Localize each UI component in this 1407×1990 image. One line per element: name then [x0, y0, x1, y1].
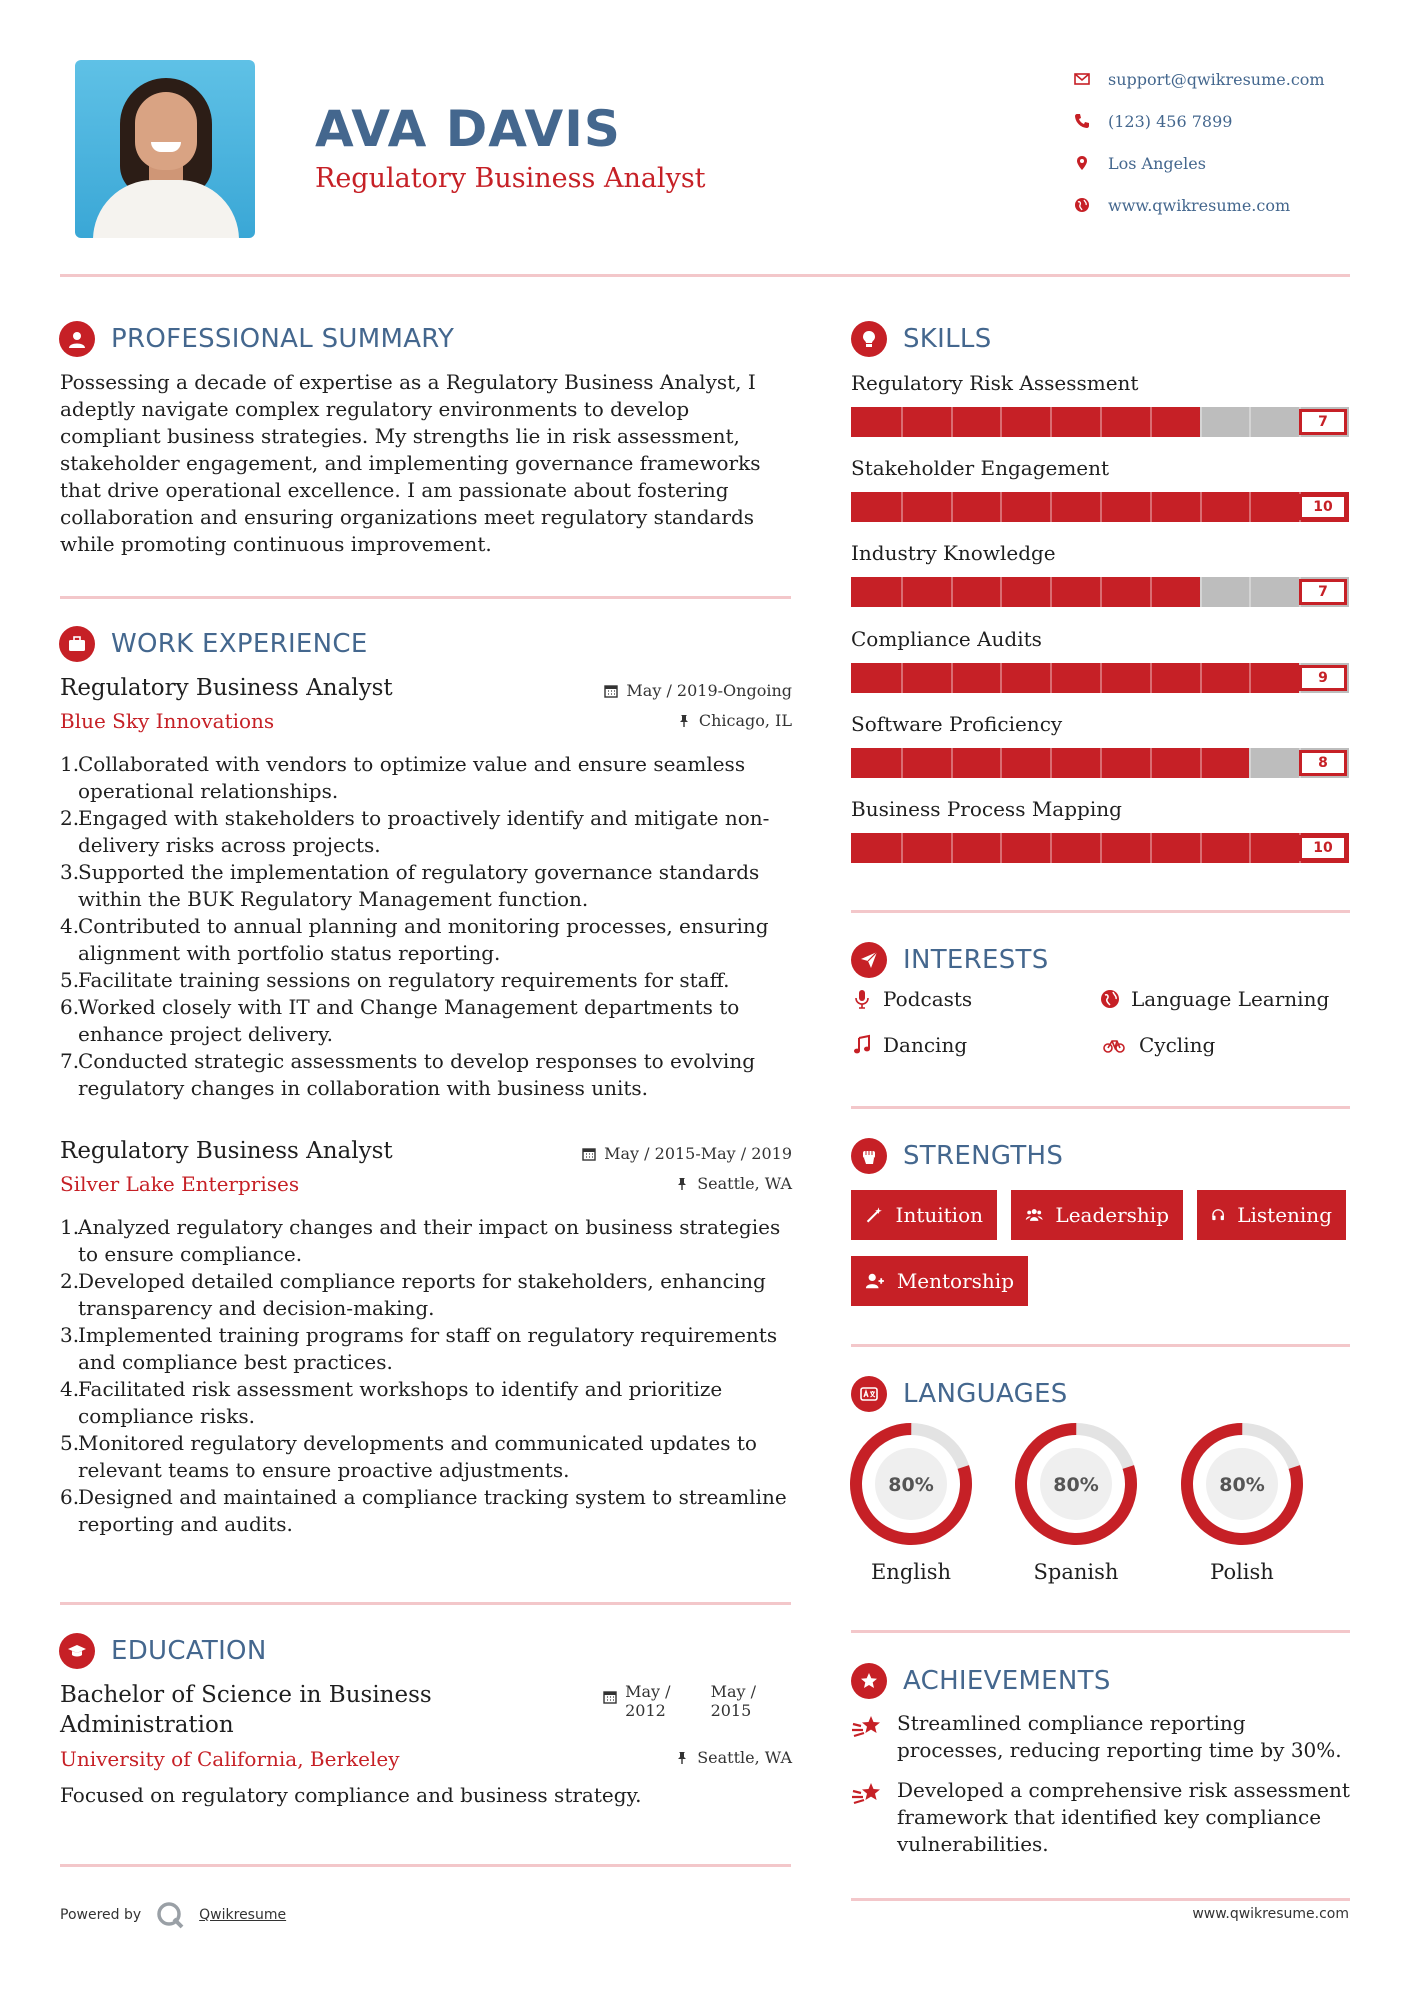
skill-item — [851, 710, 1349, 778]
strengths-heading: STRENGTHS — [851, 1138, 1063, 1174]
interest-item: Dancing — [851, 1033, 967, 1057]
skill-item — [851, 539, 1349, 607]
strengths-divider — [851, 1344, 1350, 1347]
strength-tag-mentorship: Mentorship — [851, 1256, 1028, 1306]
strength-tag-intuition: Intuition — [851, 1190, 997, 1240]
language-percent: 80% — [1219, 1474, 1265, 1496]
interests-heading: INTERESTS — [851, 942, 1049, 978]
skill-bar-segment — [1249, 492, 1251, 522]
language-name: English — [870, 1560, 952, 1584]
skill-bar-segment — [1249, 663, 1251, 693]
skill-bar-segment — [1100, 748, 1102, 778]
language-item — [849, 1422, 973, 1584]
skill-bar-segment — [1050, 663, 1052, 693]
degree-title: Bachelor of Science in Business Administration — [60, 1682, 432, 1738]
list-item: 7. Conducted strategic assessments to develop responses to evolving regulatory changes in collaboration with business units. — [60, 1049, 756, 1100]
shooting-star-icon — [851, 1779, 885, 1809]
job-entry-2 — [60, 1138, 792, 1538]
website-text: www.qwikresume.com — [1108, 195, 1291, 215]
skill-bar-segment — [1050, 407, 1052, 437]
language-percent: 80% — [888, 1474, 934, 1496]
skill-bar-segment — [1050, 833, 1052, 863]
list-item: 6. Worked closely with IT and Change Management departments to enhance project delivery. — [60, 995, 740, 1046]
qwikresume-logo-icon — [155, 1900, 185, 1930]
skill-bar-segment — [1200, 577, 1202, 607]
fist-icon — [851, 1138, 887, 1174]
skill-bar-segment — [901, 663, 903, 693]
contact-location — [1072, 142, 1392, 184]
list-item: 1. Collaborated with vendors to optimize value and ensure seamless operational relationships. — [60, 752, 746, 803]
globe-icon — [1099, 988, 1121, 1010]
skill-bar — [851, 748, 1349, 778]
list-item: 3. Supported the implementation of regulatory governance standards within the BUK Regulatory Management function. — [60, 860, 760, 911]
skill-bar-segment — [1000, 748, 1002, 778]
skill-bar-segment — [951, 833, 953, 863]
headphones-icon — [1211, 1204, 1225, 1226]
skills-divider — [851, 910, 1350, 913]
education-divider — [60, 1864, 791, 1867]
skill-score: 8 — [1299, 750, 1347, 776]
list-item: 4. Contributed to annual planning and monitoring processes, ensuring alignment with portfolio status reporting. — [60, 914, 769, 965]
pushpin-icon — [675, 1177, 689, 1191]
skill-name: Stakeholder Engagement — [851, 456, 1110, 480]
skill-bar-segment — [1249, 748, 1251, 778]
phone-icon — [1072, 113, 1108, 129]
envelope-icon — [1072, 71, 1108, 87]
translate-icon — [851, 1376, 887, 1412]
user-plus-icon — [865, 1270, 885, 1292]
education-heading: EDUCATION — [59, 1633, 267, 1669]
skill-bar-segment — [901, 407, 903, 437]
school-location: Seattle, WA — [675, 1748, 792, 1767]
skill-bar-segment — [951, 492, 953, 522]
skill-bar-segment — [1100, 577, 1102, 607]
summary-divider — [60, 596, 791, 599]
language-ring — [1014, 1422, 1138, 1546]
skill-bar-fill — [851, 663, 1299, 693]
footer-website-link[interactable]: www.qwikresume.com — [1192, 1906, 1349, 1922]
list-item: 2. Developed detailed compliance reports for stakeholders, enhancing transparency and decision-making. — [60, 1269, 766, 1320]
microphone-icon — [851, 988, 873, 1010]
job-bullets — [60, 1214, 792, 1538]
list-item: 4. Facilitated risk assessment workshops to identify and prioritize compliance risks. — [60, 1377, 723, 1428]
users-icon — [1025, 1204, 1043, 1226]
candidate-title: Regulatory Business Analyst — [315, 163, 706, 194]
skill-bar-segment — [901, 833, 903, 863]
summary-heading: PROFESSIONAL SUMMARY — [59, 321, 454, 357]
skill-score: 10 — [1299, 835, 1347, 861]
achievements-heading: ACHIEVEMENTS — [851, 1663, 1111, 1699]
skill-bar-segment — [901, 492, 903, 522]
skill-bar-segment — [1200, 492, 1202, 522]
skill-name: Business Process Mapping — [851, 797, 1122, 821]
skill-bar-segment — [951, 663, 953, 693]
job-title: Regulatory Business Analyst — [60, 1138, 393, 1164]
list-item: 1. Analyzed regulatory changes and their impact on business strategies to ensure compliance. — [60, 1215, 781, 1266]
skill-bar-segment — [1050, 492, 1052, 522]
job-company: Silver Lake Enterprises — [60, 1172, 300, 1196]
list-item: 5. Monitored regulatory developments and communicated updates to relevant teams to ensure proactive adjustments. — [60, 1431, 757, 1482]
interest-item: Podcasts — [851, 987, 972, 1011]
job-entry-1 — [60, 675, 792, 1102]
skill-bar-fill — [851, 407, 1200, 437]
skill-bar-segment — [1100, 407, 1102, 437]
summary-text: Possessing a decade of expertise as a Regulatory Business Analyst, I adeptly navigate complex regulatory environments to develop compliant business strategies. My strengths lie in risk assessment, stakeholder engagement, and implementing governance frameworks that drive operational excellence. I am passionate about fostering collaboration and ensuring organizations meet regulatory standards while promoting continuous improvement. — [60, 370, 761, 556]
skill-bar-segment — [1100, 663, 1102, 693]
skill-bar-segment — [901, 748, 903, 778]
skill-bar-segment — [1000, 407, 1002, 437]
education-dates: May / 2012 May / 2015 — [603, 1682, 756, 1720]
job-date: May / 2015-May / 2019 — [582, 1144, 792, 1163]
achievements-divider — [851, 1898, 1350, 1901]
job-bullets — [60, 751, 792, 1102]
skill-name: Compliance Audits — [851, 627, 1042, 651]
skill-bar — [851, 577, 1349, 607]
experience-divider — [60, 1602, 791, 1605]
music-note-icon — [851, 1034, 873, 1056]
skill-score: 10 — [1299, 494, 1347, 520]
profile-photo — [75, 60, 255, 238]
graduation-cap-icon — [59, 1633, 95, 1669]
skill-bar-segment — [1150, 663, 1152, 693]
phone-text: (123) 456 7899 — [1108, 111, 1233, 131]
language-ring — [1180, 1422, 1304, 1546]
calendar-icon — [604, 684, 618, 698]
skill-bar-segment — [1200, 407, 1202, 437]
skill-bar — [851, 833, 1349, 863]
languages-divider — [851, 1630, 1350, 1633]
globe-icon — [1072, 197, 1108, 213]
skill-score: 9 — [1299, 665, 1347, 691]
job-location: Seattle, WA — [675, 1174, 792, 1193]
job-company: Blue Sky Innovations — [60, 709, 275, 733]
skill-bar-segment — [1000, 492, 1002, 522]
briefcase-icon — [59, 626, 95, 662]
skill-bar-segment — [1150, 833, 1152, 863]
skill-bar-segment — [951, 407, 953, 437]
education-note: Focused on regulatory compliance and business strategy. — [60, 1783, 642, 1807]
bicycle-icon — [1099, 1034, 1129, 1056]
magic-wand-icon — [865, 1204, 884, 1226]
education-entry — [60, 1680, 792, 1820]
skill-bar — [851, 492, 1349, 522]
experience-heading: WORK EXPERIENCE — [59, 626, 368, 662]
contact-email[interactable] — [1072, 58, 1392, 100]
language-name: Polish — [1210, 1560, 1274, 1584]
user-icon — [59, 321, 95, 357]
lightbulb-icon — [851, 321, 887, 357]
interest-item: Language Learning — [1099, 987, 1329, 1011]
skill-name: Regulatory Risk Assessment — [851, 371, 1139, 395]
skills-heading: SKILLS — [851, 321, 992, 357]
skill-bar-segment — [1050, 577, 1052, 607]
skill-score: 7 — [1299, 579, 1347, 605]
skill-item — [851, 625, 1349, 693]
skill-bar-segment — [901, 577, 903, 607]
contact-phone[interactable] — [1072, 100, 1392, 142]
skill-bar — [851, 407, 1349, 437]
header-divider — [60, 274, 1350, 277]
skill-name: Industry Knowledge — [851, 541, 1056, 565]
list-item: 6. Designed and maintained a compliance tracking system to streamline reporting and audits. — [60, 1485, 787, 1536]
language-item — [1014, 1422, 1138, 1584]
skill-bar-segment — [1249, 407, 1251, 437]
skill-bar-segment — [1150, 577, 1152, 607]
calendar-icon — [582, 1147, 596, 1161]
skill-item — [851, 795, 1349, 863]
skill-bar-segment — [1050, 748, 1052, 778]
skill-bar-segment — [1000, 833, 1002, 863]
qwikresume-link[interactable]: Qwikresume — [199, 1907, 287, 1923]
paper-plane-icon — [851, 942, 887, 978]
pushpin-icon — [677, 714, 691, 728]
skill-bar-segment — [1200, 833, 1202, 863]
skill-bar-segment — [951, 577, 953, 607]
location-text: Los Angeles — [1108, 153, 1206, 173]
star-badge-icon — [851, 1663, 887, 1699]
skill-bar-segment — [1150, 748, 1152, 778]
achievement-item: Streamlined compliance reporting processes, reducing reporting time by 30%. — [851, 1710, 1351, 1764]
skill-bar-fill — [851, 577, 1200, 607]
calendar-icon — [603, 1690, 617, 1704]
shooting-star-icon — [851, 1712, 885, 1742]
skill-bar-segment — [951, 748, 953, 778]
language-percent: 80% — [1053, 1474, 1099, 1496]
contact-website[interactable] — [1072, 184, 1392, 226]
skill-bar-segment — [1100, 833, 1102, 863]
language-ring — [849, 1422, 973, 1546]
interest-item: Cycling — [1099, 1033, 1215, 1057]
language-item — [1180, 1422, 1304, 1584]
interests-divider — [851, 1106, 1350, 1109]
skill-item — [851, 454, 1349, 522]
skill-bar-segment — [1100, 492, 1102, 522]
language-name: Spanish — [1033, 1560, 1119, 1584]
skill-bar-segment — [1249, 577, 1251, 607]
email-text: support@qwikresume.com — [1108, 69, 1325, 89]
list-item: 5. Facilitate training sessions on regulatory requirements for staff. — [60, 968, 730, 992]
skill-bar-segment — [1000, 663, 1002, 693]
skill-score: 7 — [1299, 409, 1347, 435]
skill-bar-segment — [1249, 833, 1251, 863]
skill-bar-segment — [1200, 748, 1202, 778]
achievement-item: Developed a comprehensive risk assessment framework that identified key compliance vulnerabilities. — [851, 1777, 1351, 1858]
footer-powered-by: Powered by Qwikresume — [60, 1900, 286, 1930]
strength-tag-listening: Listening — [1197, 1190, 1346, 1240]
skill-item — [851, 369, 1349, 437]
list-item: 3. Implemented training programs for staff on regulatory requirements and compliance best practices. — [60, 1323, 778, 1374]
candidate-name: AVA DAVIS — [315, 100, 621, 158]
school-name: University of California, Berkeley — [60, 1747, 400, 1771]
skill-bar-segment — [1000, 577, 1002, 607]
map-pin-icon — [1072, 155, 1108, 171]
strength-tag-leadership: Leadership — [1011, 1190, 1183, 1240]
contact-block — [1072, 58, 1392, 226]
job-location: Chicago, IL — [677, 711, 792, 730]
list-item: 2. Engaged with stakeholders to proactively identify and mitigate non-delivery risks across projects. — [60, 806, 770, 857]
skill-bar-segment — [1150, 407, 1152, 437]
skill-bar-segment — [1150, 492, 1152, 522]
skill-bar — [851, 663, 1349, 693]
skill-bar-segment — [1200, 663, 1202, 693]
resume-header — [0, 0, 1407, 260]
languages-heading: LANGUAGES — [851, 1376, 1068, 1412]
pushpin-icon — [675, 1751, 689, 1765]
job-title: Regulatory Business Analyst — [60, 675, 393, 701]
job-date: May / 2019-Ongoing — [604, 681, 792, 700]
skill-name: Software Proficiency — [851, 712, 1063, 736]
